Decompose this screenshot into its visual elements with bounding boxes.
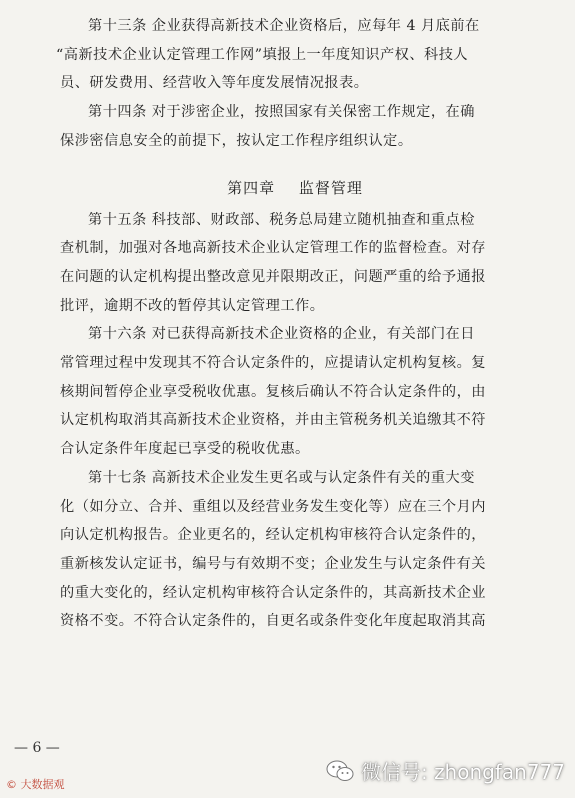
text-line: 重新核发认定证书，编号与有效期不变；企业发生与认定条件有关	[60, 555, 486, 572]
text-line: 常管理过程中发现其不符合认定条件的，应提请认定机构复核。复	[60, 355, 486, 372]
text-line: 第十五条 科技部、财政部、税务总局建立随机抽查和重点检	[88, 211, 475, 228]
text-line: 员、研发费用、经营收入等年度发展情况报表。	[60, 75, 369, 92]
text-line: 认定机构取消其高新技术企业资格，并由主管税务机关追缴其不符	[60, 412, 486, 429]
text-line: 的重大变化的，经认定机构审核符合认定条件的，其高新技术企业	[60, 584, 486, 601]
text-line: 在问题的认定机构提出整改意见并限期改正，问题严重的给予通报	[60, 268, 486, 285]
chapter-heading	[60, 174, 530, 202]
text-line: 第十六条 对已获得高新技术企业资格的企业，有关部门在日	[88, 326, 475, 343]
wechat-id-text: 微信号: zhongfan777	[360, 760, 565, 784]
wechat-icon	[325, 759, 355, 783]
text-line: “高新技术企业认定管理工作网”填报上一年度知识产权、科技人	[56, 46, 469, 63]
text-line: 第十三条 企业获得高新技术企业资格后，应每年 4 月底前在	[88, 18, 480, 34]
text-line: 向认定机构报告。企业更名的，经认定机构审核符合认定条件的，	[60, 527, 486, 544]
text-line: 资格不变。不符合认定条件的，自更名或条件变化年度起取消其高	[60, 613, 486, 630]
text-line: 查机制，加强对各地高新技术企业认定管理工作的监督检查。对存	[60, 240, 486, 257]
text-line: 化（如分立、合并、重组以及经营业务发生变化等）应在三个月内	[60, 498, 486, 515]
chapter-title: 监督管理	[298, 178, 363, 197]
text-line: 批评，逾期不改的暂停其认定管理工作。	[60, 297, 325, 314]
document-body	[56, 12, 530, 636]
watermark-left: © 大数据观	[6, 778, 65, 791]
text-line: 合认定条件年度起已享受的税收优惠。	[60, 441, 310, 458]
chapter-number: 第四章	[227, 178, 276, 197]
text-line: 核期间暂停企业享受税收优惠。复核后确认不符合认定条件的，由	[60, 383, 486, 400]
text-line: 第十四条 对于涉密企业，按照国家有关保密工作规定，在确	[88, 104, 475, 121]
text-line: 保涉密信息安全的前提下，按认定工作程序组织认定。	[60, 132, 413, 149]
page-number: — 6 —	[14, 740, 60, 756]
text-line: 第十七条 高新技术企业发生更名或与认定条件有关的重大变	[88, 469, 475, 486]
watermark-right	[325, 756, 565, 785]
